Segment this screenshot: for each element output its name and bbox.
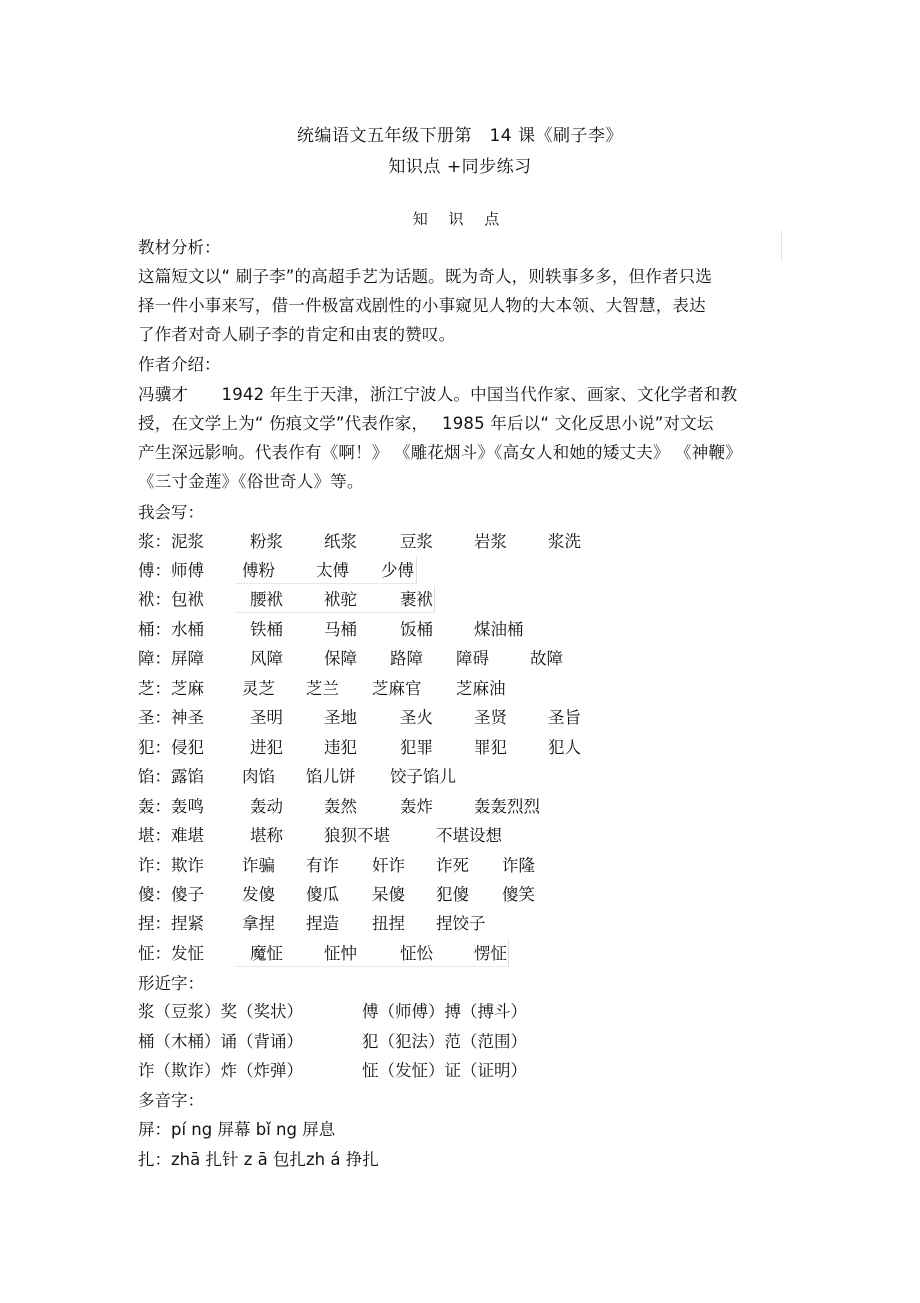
word: 保障: [324, 649, 357, 668]
document-title: 统编语文五年级下册第 14 课《刷子李》: [296, 126, 624, 146]
word: 傻瓜: [306, 885, 339, 904]
analysis-line: 择一件小事来写，借一件极富戏剧性的小事窥见人物的大本领、大智慧，表达: [138, 296, 706, 315]
similar-pair: 浆（豆浆）奖（奖状）: [138, 1002, 303, 1021]
word: 进犯: [250, 738, 283, 757]
word: 豆浆: [400, 532, 433, 551]
document-subtitle: 知识点 +同步练习: [388, 157, 532, 177]
word: 肉馅: [242, 767, 275, 786]
word: 风障: [250, 649, 283, 668]
word: 饭桶: [400, 620, 433, 639]
word: 傅粉: [242, 561, 275, 580]
word: 粉浆: [250, 532, 283, 551]
word: 奸诈: [372, 856, 405, 875]
author-line: 授，在文学上为“ 伤痕文学”代表作家， 1985 年后以“ 文化反思小说”对文坛: [138, 414, 714, 433]
word: 圣：神圣: [138, 708, 204, 727]
word: 狼狈不堪: [324, 826, 390, 845]
writing-label: 我会写：: [138, 503, 204, 522]
word: 扭捏: [372, 914, 405, 933]
word: 圣贤: [474, 708, 507, 727]
author-line: 产生深远影响。代表作有《啊！》 《雕花烟斗》《高女人和她的矮丈夫》 《神鞭》: [138, 443, 742, 462]
word: 饺子馅儿: [390, 767, 456, 786]
word: 芝麻官: [372, 679, 422, 698]
word: 袱驼: [324, 590, 357, 609]
word: 魔怔: [250, 944, 283, 963]
word: 圣明: [250, 708, 283, 727]
word: 犯：侵犯: [138, 738, 204, 757]
word: 犯人: [548, 738, 581, 757]
similar-label: 形近字：: [138, 974, 204, 993]
word: 不堪设想: [436, 826, 502, 845]
word: 轰：轰鸣: [138, 797, 204, 816]
polyphonic-line: 屏：pí ng 屏幕 bǐ ng 屏息: [138, 1120, 336, 1139]
word: 馅：露馅: [138, 767, 204, 786]
word: 捏饺子: [436, 914, 486, 933]
margin-divider: [781, 230, 782, 262]
word: 浆：泥浆: [138, 532, 204, 551]
word: 轰轰烈烈: [474, 797, 540, 816]
word: 馅儿饼: [306, 767, 356, 786]
word: 裹袱: [400, 590, 433, 609]
similar-pair: 诈（欺诈）炸（炸弹）: [138, 1061, 303, 1080]
word: 傻：傻子: [138, 885, 204, 904]
word: 违犯: [324, 738, 357, 757]
word: 桶：水桶: [138, 620, 204, 639]
word: 铁桶: [250, 620, 283, 639]
word: 拿捏: [242, 914, 275, 933]
word: 太傅: [316, 561, 349, 580]
word: 捏造: [306, 914, 339, 933]
analysis-label: 教材分析：: [138, 238, 221, 257]
analysis-line: 了作者对奇人刷子李的肯定和由衷的赞叹。: [138, 325, 456, 344]
word: 轰炸: [400, 797, 433, 816]
word: 犯傻: [436, 885, 469, 904]
word: 罪犯: [474, 738, 507, 757]
similar-pair: 桶（木桶）诵（背诵）: [138, 1032, 303, 1051]
word: 灵芝: [242, 679, 275, 698]
author-line: 《三寸金莲》《俗世奇人》等。: [138, 472, 364, 491]
word: 捏：捏紧: [138, 914, 204, 933]
word: 芝麻油: [456, 679, 506, 698]
word: 芝兰: [306, 679, 339, 698]
word: 怔：发怔: [138, 944, 204, 963]
word: 呆傻: [372, 885, 405, 904]
word: 发傻: [242, 885, 275, 904]
word: 诈死: [436, 856, 469, 875]
word: 少傅: [381, 561, 414, 580]
word: 煤油桶: [474, 620, 524, 639]
word: 堪称: [250, 826, 283, 845]
word: 堪：难堪: [138, 826, 204, 845]
word: 障：屏障: [138, 649, 204, 668]
word: 圣火: [400, 708, 433, 727]
word: 纸浆: [324, 532, 357, 551]
word: 腰袱: [250, 590, 283, 609]
similar-pair: 傅（师傅）搏（搏斗）: [362, 1002, 527, 1021]
word: 怔忪: [400, 944, 433, 963]
word: 愣怔: [474, 944, 507, 963]
word: 怔忡: [324, 944, 357, 963]
word: 诈：欺诈: [138, 856, 204, 875]
word: 岩浆: [474, 532, 507, 551]
word: 傅：师傅: [138, 561, 204, 580]
word: 障碍: [456, 649, 489, 668]
word: 轰然: [324, 797, 357, 816]
word: 有诈: [306, 856, 339, 875]
similar-pair: 怔（发怔）证（证明）: [362, 1061, 527, 1080]
analysis-line: 这篇短文以“ 刷子李”的高超手艺为话题。既为奇人，则轶事多多，但作者只选: [138, 267, 713, 286]
word: 傻笑: [502, 885, 535, 904]
author-line: 冯骥才 1942 年生于天津，浙江宁波人。中国当代作家、画家、文化学者和教: [138, 385, 738, 404]
word: 圣旨: [548, 708, 581, 727]
word: 诈骗: [242, 856, 275, 875]
word: 袱：包袱: [138, 590, 204, 609]
word: 浆洗: [548, 532, 581, 551]
section-heading: 知 识 点: [412, 210, 508, 228]
word: 马桶: [324, 620, 357, 639]
word: 芝：芝麻: [138, 679, 204, 698]
polyphonic-line: 扎：zhā 扎针 z ā 包扎zh á 挣扎: [138, 1150, 379, 1169]
word: 圣地: [324, 708, 357, 727]
polyphonic-label: 多音字：: [138, 1091, 204, 1110]
word: 犯罪: [400, 738, 433, 757]
similar-pair: 犯（犯法）范（范围）: [362, 1032, 527, 1051]
word: 诈隆: [502, 856, 535, 875]
word: 路障: [390, 649, 423, 668]
author-label: 作者介绍：: [138, 355, 221, 374]
word: 故障: [530, 649, 563, 668]
word: 轰动: [250, 797, 283, 816]
